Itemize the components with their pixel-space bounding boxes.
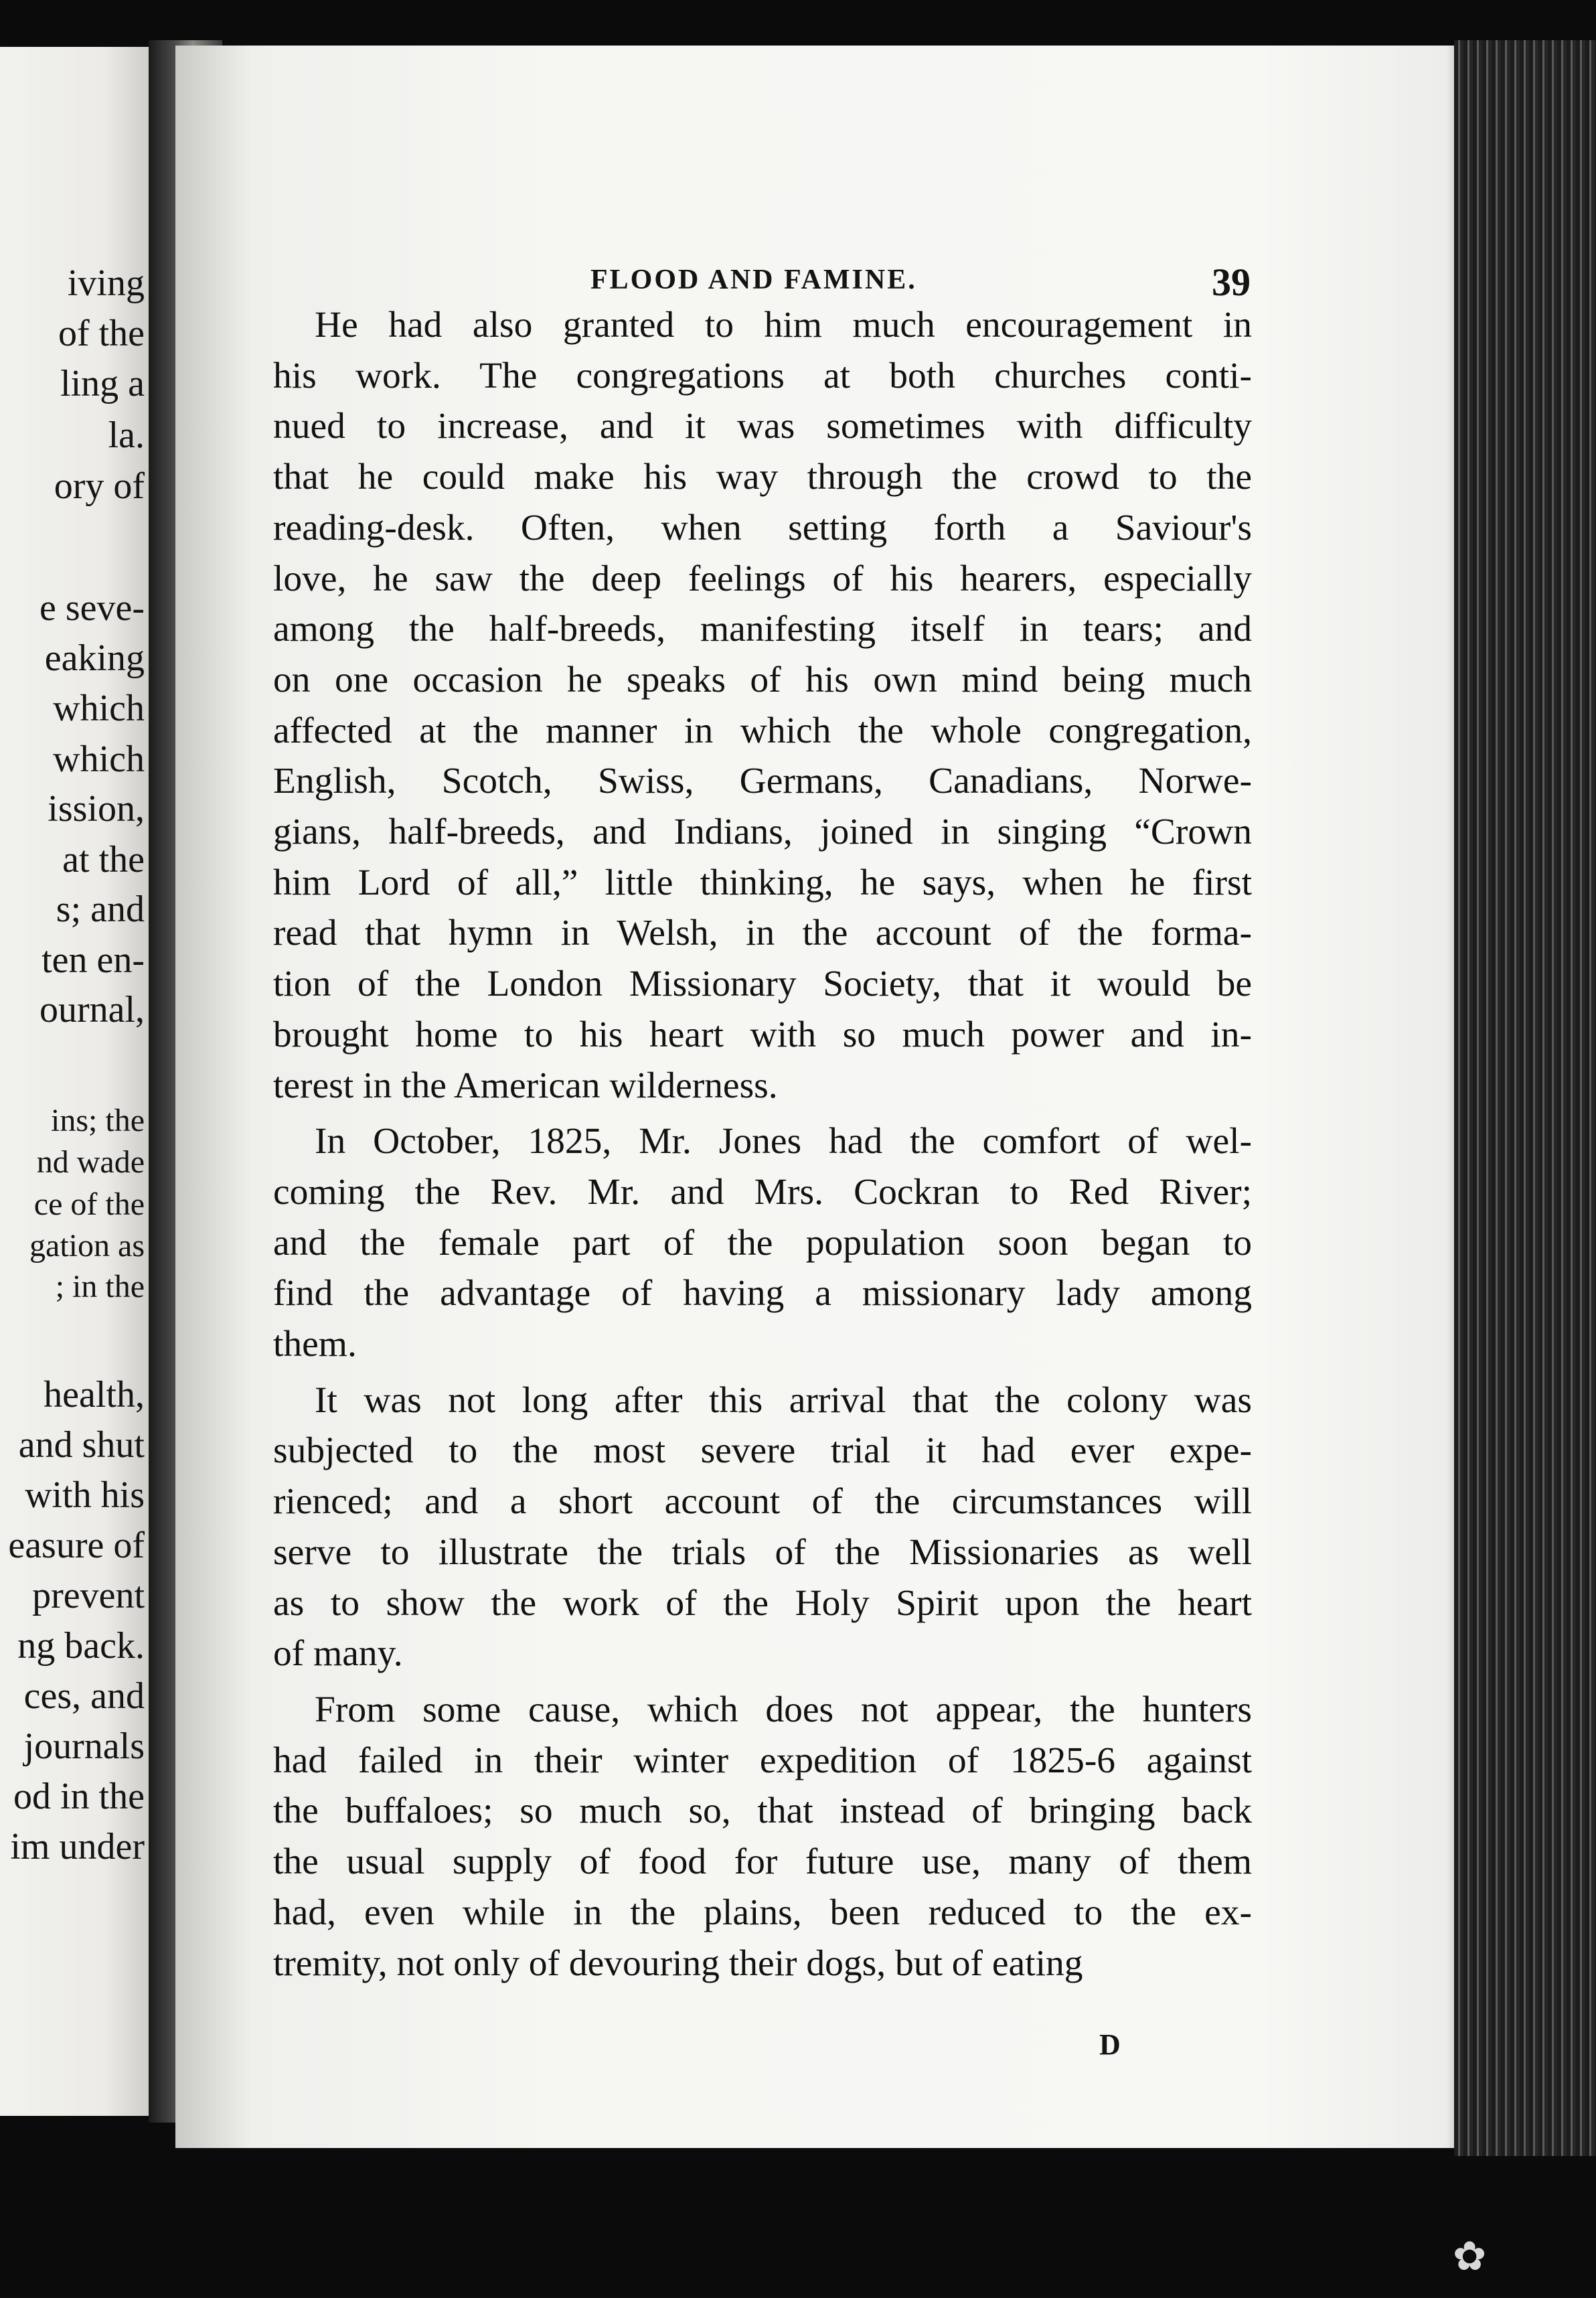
left-page-line: at the [62, 839, 145, 880]
text-line: read that hymn in Welsh, in the account of the forma- [273, 913, 1252, 954]
paragraph-4 [273, 1685, 1252, 1989]
text-line: of many. [273, 1633, 403, 1675]
main-page [175, 46, 1454, 2148]
left-page-line: nd wade [36, 1144, 145, 1180]
left-page-line: of the [58, 313, 145, 354]
left-page-line: ling a [60, 363, 145, 404]
text-line: He had also granted to him much encouragement in [315, 305, 1252, 346]
text-line: find the advantage of having a missionary lady among [273, 1273, 1252, 1314]
left-page-line: ce of the [33, 1186, 145, 1222]
left-page-line: ins; the [51, 1103, 145, 1138]
signature-mark: D [1099, 2028, 1121, 2061]
text-line: tion of the London Missionary Society, that it would be [273, 964, 1252, 1005]
text-line: brought home to his heart with so much power and in- [273, 1014, 1252, 1055]
left-page-line: health, [44, 1374, 145, 1415]
left-page-line: gation as [29, 1228, 145, 1263]
text-line: that he could make his way through the crowd to the [273, 457, 1252, 498]
text-line: had failed in their winter expedition of 1825-6 against [273, 1740, 1252, 1781]
book-edge [1454, 40, 1596, 2156]
running-title: FLOOD AND FAMINE. [590, 264, 917, 295]
left-page-line: easure of [8, 1525, 145, 1566]
text-line: him Lord of all,” little thinking, he says, when he first [273, 862, 1252, 903]
text-line: as to show the work of the Holy Spirit upon the heart [273, 1582, 1252, 1624]
ornament-icon: ✿ [1453, 2234, 1487, 2279]
left-page-line: which [53, 688, 145, 729]
text-line: serve to illustrate the trials of the Missionaries as well [273, 1531, 1252, 1573]
left-page-line: e seve- [39, 587, 145, 629]
text-line: It was not long after this arrival that the colony was [315, 1379, 1252, 1421]
left-page-line: od in the [13, 1776, 145, 1817]
paragraph-2 [273, 1116, 1252, 1370]
left-page-line: journals [23, 1726, 145, 1767]
left-page-line: with his [25, 1474, 145, 1516]
paragraph-3 [273, 1375, 1252, 1679]
text-line: the buffaloes; so much so, that instead of bringing back [273, 1790, 1252, 1832]
text-line: on one occasion he speaks of his own mind being much [273, 659, 1252, 700]
text-line: coming the Rev. Mr. and Mrs. Cockran to Red River; [273, 1171, 1252, 1213]
text-line: rienced; and a short account of the circumstances will [273, 1481, 1252, 1523]
text-line: had, even while in the plains, been reduced to the ex- [273, 1892, 1252, 1933]
text-line: among the half-breeds, manifesting itself in tears; and [273, 609, 1252, 650]
left-page-line: ory of [54, 465, 145, 507]
left-page-line: s; and [56, 889, 145, 930]
text-line: In October, 1825, Mr. Jones had the comfort of wel- [315, 1121, 1252, 1162]
left-page-line: iving [67, 262, 145, 304]
left-page-line: ; in the [55, 1269, 145, 1304]
left-facing-page [0, 47, 149, 2116]
text-line: nued to increase, and it was sometimes with difficulty [273, 406, 1252, 447]
left-page-line: im under [10, 1826, 145, 1867]
left-page-line: ission, [48, 788, 145, 830]
text-line: affected at the manner in which the whole congregation, [273, 710, 1252, 751]
text-line: English, Scotch, Swiss, Germans, Canadians, Norwe- [273, 761, 1252, 802]
text-line: love, he saw the deep feelings of his hearers, especially [273, 558, 1252, 599]
left-page-line: ournal, [39, 989, 145, 1030]
text-line: gians, half-breeds, and Indians, joined in singing “Crown [273, 812, 1252, 853]
text-line: reading-desk. Often, when setting forth a Saviour's [273, 507, 1252, 548]
left-page-line: ces, and [23, 1675, 145, 1717]
left-page-line: ten en- [42, 939, 145, 981]
left-page-line: prevent [32, 1575, 145, 1616]
text-line: tremity, not only of devouring their dogs, but of eating [273, 1942, 1083, 1984]
left-page-line: la. [108, 414, 145, 456]
text-line: subjected to the most severe trial it had ever expe- [273, 1430, 1252, 1472]
paragraph-1 [273, 300, 1252, 1111]
page-number: 39 [1212, 260, 1251, 304]
text-line: them. [273, 1324, 357, 1365]
text-line: the usual supply of food for future use, many of them [273, 1841, 1252, 1883]
left-page-line: ng back. [17, 1625, 145, 1667]
text-line: From some cause, which does not appear, the hunters [315, 1689, 1252, 1730]
left-page-line: and shut [18, 1424, 145, 1466]
left-page-line: eaking [44, 637, 145, 679]
text-line: terest in the American wilderness. [273, 1065, 778, 1106]
text-line: and the female part of the population soon began to [273, 1222, 1252, 1263]
text-line: his work. The congregations at both churches conti- [273, 355, 1252, 396]
left-page-line: which [53, 739, 145, 780]
body-text [273, 300, 1252, 1989]
